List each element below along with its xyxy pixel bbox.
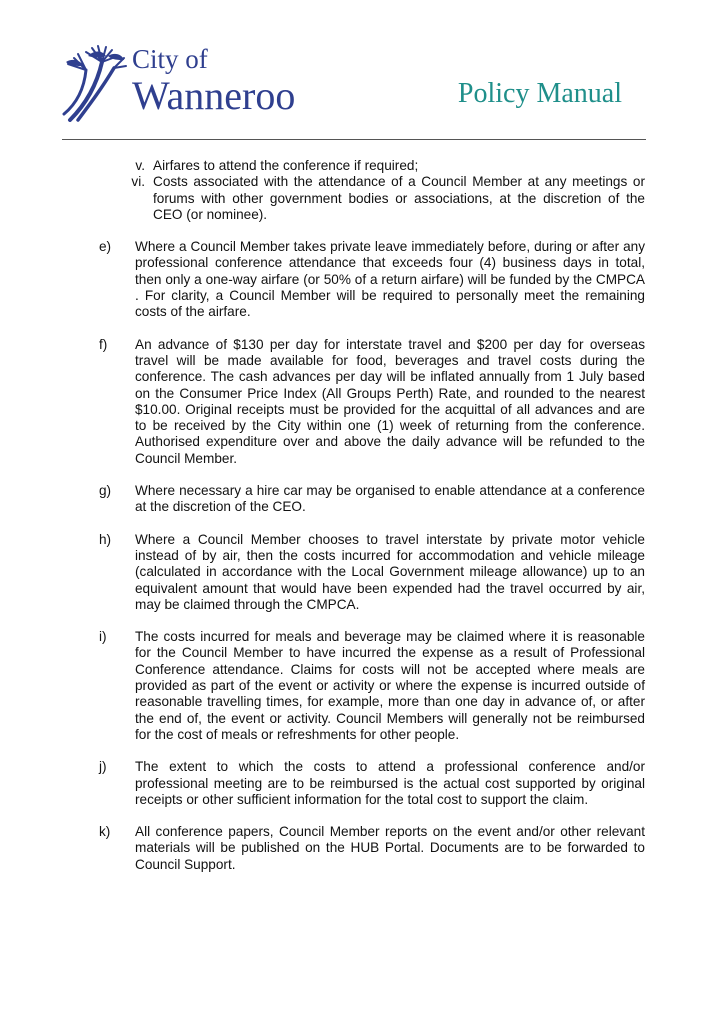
clause-letter: k) bbox=[99, 824, 111, 840]
sub-item-text: Airfares to attend the conference if required; bbox=[153, 158, 419, 173]
sub-list-item bbox=[135, 158, 645, 174]
sub-item-text: Costs associated with the attendance of a Council Member at any meetings or forums with other government bodies or associations, at the discretion of the CEO (or nominee). bbox=[153, 174, 645, 222]
clause-e bbox=[99, 239, 645, 320]
clause-text: The extent to which the costs to attend a professional conference and/or professional meeting are to be reimbursed is the actual cost supported by original receipts or other sufficient information for the total cost to support the claim. bbox=[135, 759, 645, 807]
clause-k bbox=[99, 824, 645, 873]
clause-letter: h) bbox=[99, 531, 112, 547]
grass-tree-icon bbox=[62, 44, 128, 122]
clause-text: An advance of $130 per day for interstate travel and $200 per day for overseas travel will be made available for food, beverages and travel costs during the conference. The cash advances per day will be inflated annually from 1 July based on the Consumer Price Index (All Groups Perth) Rate, and rounded to the nearest $10.00. Original receipts must be provided for the acquittal of all advances and are to be received by the City within one (1) week of returning from the conference. Authorised expenditure over and above the daily advance will be refunded to the Council Member. bbox=[135, 336, 645, 466]
sub-list-item bbox=[131, 174, 645, 223]
clause-g bbox=[99, 483, 645, 516]
logo-text-city-of: City of bbox=[132, 44, 208, 74]
sub-item-number: vi. bbox=[131, 174, 145, 190]
clause-h bbox=[99, 531, 645, 613]
page-header bbox=[0, 0, 706, 140]
clause-letter: i) bbox=[99, 629, 107, 645]
logo-text-wanneroo: Wanneroo bbox=[132, 73, 296, 118]
clause-letter: e) bbox=[99, 239, 112, 255]
city-logo bbox=[62, 44, 332, 124]
clause-text: All conference papers, Council Member reports on the event and/or other relevant materials will be published on the HUB Portal. Documents are to be forwarded to Council Support. bbox=[135, 824, 645, 872]
clause-f bbox=[99, 336, 645, 467]
clause-text: The costs incurred for meals and beverage may be claimed where it is reasonable for the Council Member to have incurred the expense as a result of Professional Conference attendance. Claims for costs will not be accepted where meals are provided as part of the event or activity or where the expense is incurred outside of reasonable travelling times, for example, more than one day in advance of, or after the end of, the event or activity. Council Members will generally not be reimbursed for the cost of meals or refreshments for other people. bbox=[135, 629, 645, 742]
policy-content bbox=[0, 158, 706, 873]
clause-letter: f) bbox=[99, 336, 108, 352]
clause-letter: g) bbox=[99, 483, 112, 499]
sub-item-number: v. bbox=[135, 158, 145, 173]
clause-j bbox=[99, 759, 645, 808]
header-divider bbox=[62, 139, 646, 140]
clause-i bbox=[99, 629, 645, 743]
clause-text: Where a Council Member takes private leave immediately before, during or after any professional conference attendance that exceeds four (4) business days in total, then only a one-way airfare (or 50% of a return airfare) will be funded by the CMPCA . For clarity, a Council Member will be required to personally meet the remaining costs of the airfare. bbox=[135, 239, 645, 320]
clause-text: Where a Council Member chooses to travel interstate by private motor vehicle instead of by air, then the costs incurred for accommodation and vehicle mileage (calculated in accordance with the Local Government mileage allowance) up to an equivalent amount that would have been expended had the travel occurred by air, may be claimed through the CMPCA. bbox=[135, 531, 645, 612]
policy-manual-title: Policy Manual bbox=[457, 78, 622, 109]
clause-letter: j) bbox=[99, 759, 107, 775]
clause-text: Where necessary a hire car may be organised to enable attendance at a conference at the discretion of the CEO. bbox=[135, 483, 645, 515]
